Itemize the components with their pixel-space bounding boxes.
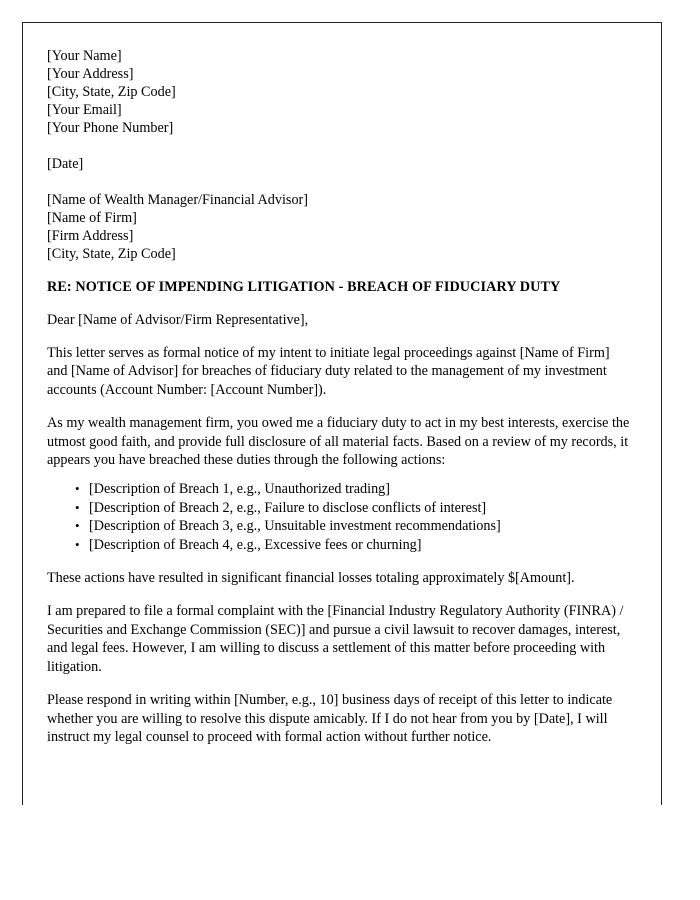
sender-address-block: [47, 47, 630, 137]
paragraph-notice-of-intent: This letter serves as formal notice of my intent to initiate legal proceedings against [Name of Firm] and [Name of Advisor] for breaches of fiduciary duty related to the management of my investment accounts (Account Number: [Account Number]).: [47, 345, 610, 398]
breach-list: [47, 480, 630, 554]
spacer-after-salutation: [47, 329, 630, 344]
paragraph-financial-losses: These actions have resulted in significant financial losses totaling approximately $[Amount].: [47, 570, 575, 587]
date-line: [Date]: [47, 156, 84, 172]
salutation: Dear [Name of Advisor/Firm Representative],: [47, 312, 309, 328]
spacer-after-subject: [47, 296, 630, 311]
spacer-p3-p4: [47, 587, 630, 602]
list-item-label: [Description of Breach 3, e.g., Unsuitable investment recommendations]: [89, 518, 501, 535]
document-page: [22, 22, 662, 805]
recipient-address-block: [47, 191, 630, 263]
sender-email: [Your Email]: [47, 102, 122, 118]
spacer-before-subject: [47, 263, 630, 278]
sender-phone: [Your Phone Number]: [47, 120, 174, 136]
bullet-icon: •: [75, 536, 80, 552]
spacer-p1-p2: [47, 399, 630, 414]
sender-street-address: [Your Address]: [47, 66, 134, 82]
sender-name: [Your Name]: [47, 48, 122, 64]
paragraph-formal-complaint: I am prepared to file a formal complaint with the [Financial Industry Regulatory Authority (FINRA) / Securities and Exchange Commission (SEC)] and pursue a civil lawsuit to recover damages, interest, and legal fees. However, I am willing to discuss a settlement of this matter before proceeding with litigation.: [47, 603, 624, 675]
paragraph-fiduciary-duty: As my wealth management firm, you owed me a fiduciary duty to act in my best interests, exercise the utmost good faith, and provide full disclosure of all material facts. Based on a review of my records, it appears you have breached these duties through the following actions:: [47, 415, 630, 469]
recipient-firm-address: [Firm Address]: [47, 228, 134, 244]
list-item-label: [Description of Breach 4, e.g., Excessive fees or churning]: [89, 536, 422, 553]
bullet-icon: •: [75, 499, 80, 515]
list-item: [47, 536, 630, 554]
subject-line: RE: NOTICE OF IMPENDING LITIGATION - BREACH OF FIDUCIARY DUTY: [47, 279, 561, 295]
list-item: [47, 480, 630, 498]
recipient-firm: [Name of Firm]: [47, 210, 137, 226]
spacer-p4-p5: [47, 676, 630, 691]
list-item-label: [Description of Breach 1, e.g., Unauthorized trading]: [89, 481, 390, 498]
list-item: [47, 499, 630, 517]
bullet-icon: •: [75, 518, 80, 534]
recipient-city-state-zip: [City, State, Zip Code]: [47, 246, 176, 262]
spacer-after-date: [47, 173, 630, 191]
bullet-icon: •: [75, 481, 80, 497]
recipient-name: [Name of Wealth Manager/Financial Advisor]: [47, 192, 308, 208]
list-item: [47, 517, 630, 535]
list-item-label: [Description of Breach 2, e.g., Failure to disclose conflicts of interest]: [89, 499, 487, 516]
spacer-after-sender: [47, 137, 630, 155]
spacer-after-list: [47, 554, 630, 569]
letter-content: [47, 47, 630, 746]
spacer-before-list: [47, 469, 630, 480]
sender-city-state-zip: [City, State, Zip Code]: [47, 84, 176, 100]
paragraph-response-deadline: Please respond in writing within [Number, e.g., 10] business days of receipt of this letter to indicate whether you are willing to resolve this dispute amicably. If I do not hear from you by [Date], I will instruct my legal counsel to proceed with formal action without further notice.: [47, 692, 613, 745]
